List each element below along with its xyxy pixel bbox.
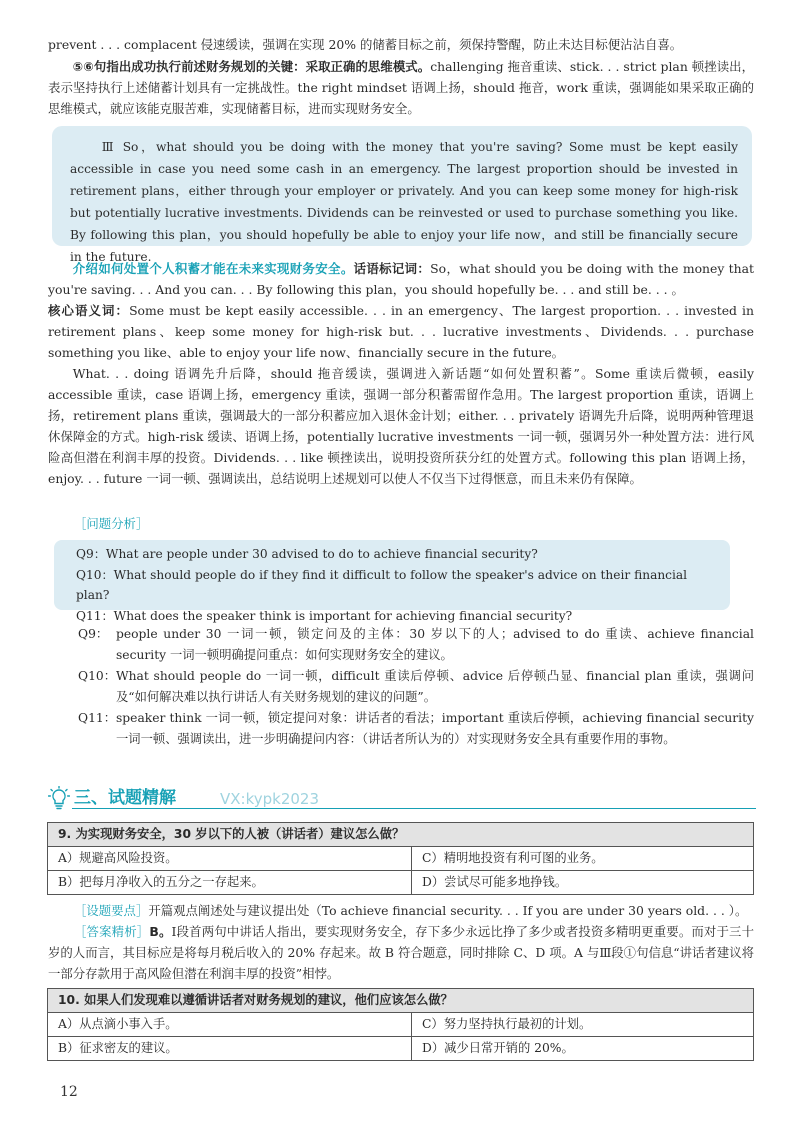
option-9b: B）把每月净收入的五分之一存起来。 [48, 871, 412, 895]
lightbulb-icon [48, 786, 70, 810]
answer-letter: B。 [149, 924, 172, 939]
question-q11: Q11：What does the speaker think is important for achieving financial security? [76, 608, 573, 623]
core-text: Some must be kept easily accessible. . . in an emergency、The largest proportion. . . invested in retirement plans、keep some money for high-risk but. . . lucrative investments、Dividends. . . purchase something you like、able to enjoy your life now、financially secure in the future。 [48, 303, 754, 360]
page-number: 12 [60, 1084, 78, 1100]
analysis-intro: 介绍如何处置个人积蓄才能在未来实现财务安全。 [72, 261, 354, 276]
answer-text: What should people do 一词一顿，difficult 重读后停顿、advice 后停顿凸显、financial plan 重读，强调问及“如何解决难以执行讲话人有关财务规划的建议的问题”。 [116, 669, 754, 704]
option-9d: D）尝试尽可能多地挣钱。 [412, 871, 754, 895]
option-10c: C）努力坚持执行最初的计划。 [412, 1013, 754, 1037]
top-line: prevent . . . complacent 侵速缓读，强调在实现 20% 的储蓄目标之前，须保持警醒，防止未达目标便沾沾自喜。 [48, 37, 683, 52]
question-q10: Q10：What should people do if they find it difficult to follow the speaker's advice on their financial plan? [76, 567, 688, 602]
core-block [48, 300, 754, 363]
option-10a: A）从点滴小事入手。 [48, 1013, 412, 1037]
analysis-block [48, 258, 754, 300]
question-q9: Q9：What are people under 30 advised to do to achieve financial security? [76, 547, 538, 561]
answer-q11 [78, 708, 754, 749]
option-9c: C）精明地投资有利可图的业务。 [412, 847, 754, 871]
answer-label: Q10： [78, 669, 117, 683]
paragraph-56-body: challenging 拖音重读、stick. . . strict plan 顿挫读出，表示坚持执行上述储蓄计划具有一定挑战性。the right mindset 语调上扬，should 拖音，work 重读，强调能如果采取正确的思维模式，就应该能克服苦难，实现储蓄目标，进而实现财务安全。 [48, 59, 755, 116]
questions-panel [54, 540, 730, 623]
q9-point [74, 900, 754, 921]
passage-text: Ⅲ So，what should you be doing with the money that you're saving? Some must be kept easily accessible in case you need some cash in an emergency. The largest proportion should be invested in retirement plans，either through your employer or privately. And you can keep some money for high-risk but potentially lucrative investments. Dividends can be reinvested or used to purchase something you like. By following this plan，you should hopefully be able to enjoy your life now，and still be financially secure in the future. [70, 140, 738, 264]
question-9-table [47, 822, 754, 895]
marker-label: 话语标记词： [353, 261, 431, 276]
answer-analysis-text: Ⅰ段首两句中讲话人指出，要实现财务安全，存下多少永远比挣了多少或者投资多精明更重要。而对于三十岁的人而言，其目标应是将每月税后收入的 20% 存起来。故 B 符合题意，同时排除 C、D 项。A 与Ⅲ段①句信息“讲话者建议将一部分存款用于高风险但潜在利润丰厚的投资”相悖。 [48, 924, 754, 981]
point-tag: ［设题要点］ [74, 903, 149, 918]
marker-text: So，what should you be doing with the money that you're saving. . . And you can. . . By following this plan，you should hopefully be. . . and still be. . . 。 [48, 261, 754, 297]
answer-tag: ［答案精析］ [74, 924, 150, 939]
q9-answer [48, 921, 754, 984]
section-rule [72, 808, 756, 809]
answer-label: Q9： [78, 627, 109, 641]
option-10b: B）征求密友的建议。 [48, 1037, 412, 1061]
question-9-stem: 9. 为实现财务安全，30 岁以下的人被（讲话者）建议怎么做？ [48, 823, 754, 847]
section-title: 三、试题精解 [74, 788, 176, 808]
answer-q10 [78, 666, 754, 707]
answer-text: people under 30 一词一顿，锁定问及的主体：30 岁以下的人；advised to do 重读、achieve financial security 一词一顿明确提问重点：如何实现财务安全的建议。 [116, 627, 754, 662]
core-label: 核心语义词： [48, 303, 130, 318]
passage-panel [52, 126, 752, 264]
answer-text: speaker think 一词一顿，锁定提问对象：讲话者的看法；important 重读后停顿，achieving financial security 一词一顿、强调读出，进一步明确提问内容：（讲话者所认为的）对实现财务安全具有重要作用的事物。 [116, 711, 754, 746]
paragraph-56-heading: ⑤⑥句指出成功执行前述财务规划的关键：采取正确的思维模式。 [72, 59, 431, 74]
watermark-text: VX:kypk2023 [220, 790, 320, 808]
answer-q9 [78, 624, 754, 665]
section-heading [44, 786, 756, 810]
point-text: 开篇观点阐述处与建议提出处（To achieve financial security. . . If you are under 30 years old. . . ）。 [148, 903, 748, 918]
question-analysis-tag: ［问题分析］ [74, 516, 149, 531]
option-10d: D）减少日常开销的 20%。 [412, 1037, 754, 1061]
detail-block [48, 363, 754, 489]
paragraph-56 [48, 56, 754, 119]
answer-label: Q11： [78, 711, 117, 725]
detail-text: What. . . doing 语调先升后降，should 拖音缓读，强调进入新话题“如何处置积蓄”。Some 重读后微顿，easily accessible 重读，case 语调上扬，emergency 重读，强调一部分积蓄需留作急用。The largest proportion 重读，语调上扬，retirement plans 重读，强调最大的一部分积蓄应加入退休金计划；either. . . privately 语调先升后降，说明两种管理退休保障金的方式。high-risk 缓读、语调上扬，potentially lucrative investments 一词一顿，强调另外一种处置方法：进行风险高但潜在利润丰厚的投资。Dividends. . . like 顿挫读出，说明投资所获分红的处置方式。following this plan 语调上扬，enjoy. . . future 一词一顿、强调读出，总结说明上述规划可以使人不仅当下过得惬意，而且未来仍有保障。 [48, 366, 754, 486]
question-10-table [47, 988, 754, 1061]
option-9a: A）规避高风险投资。 [48, 847, 412, 871]
question-10-stem: 10. 如果人们发现难以遵循讲话者对财务规划的建议，他们应该怎么做？ [48, 989, 754, 1013]
